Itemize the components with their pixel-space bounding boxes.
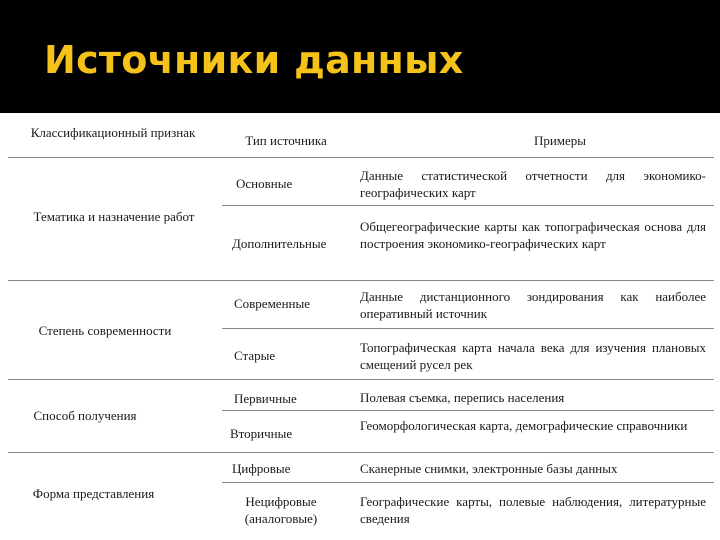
criterion-form: Форма представления <box>32 486 155 501</box>
type-old: Старые <box>234 348 276 363</box>
example-secondary: Геоморфологическая карта, демографические справочники <box>360 418 688 433</box>
criterion-modernity: Степень современности <box>38 323 172 338</box>
example-modern: Данные дистанционного зондирования как наиболее оперативный источник <box>360 289 706 321</box>
criterion-method: Способ получения <box>33 408 137 423</box>
slide-title: Источники данных <box>44 38 464 82</box>
header-source-type: Тип источника <box>245 133 327 148</box>
group-divider <box>8 280 714 281</box>
type-modern: Современные <box>234 296 310 311</box>
header-examples: Примеры <box>533 133 587 148</box>
example-main: Данные статистической отчетности для экономико-географических карт <box>360 168 706 200</box>
row-divider <box>222 205 714 206</box>
type-secondary: Вторичные <box>230 426 293 441</box>
header-criterion: Классификационный признак <box>30 125 196 140</box>
type-digital: Цифровые <box>232 461 291 476</box>
type-additional: Дополнительные <box>232 236 327 251</box>
type-non-digital: Нецифровые (аналоговые) <box>244 494 318 526</box>
header-divider <box>8 157 714 158</box>
group-divider <box>8 379 714 380</box>
example-old: Топографическая карта начала века для изучения плановых смещений русел рек <box>360 340 706 372</box>
example-additional: Общегеографические карты как топографическая основа для построения экономико-географических карт <box>360 219 706 251</box>
criterion-theme: Тематика и назначение работ <box>33 209 195 224</box>
example-digital: Сканерные снимки, электронные базы данных <box>360 461 618 476</box>
example-primary: Полевая съемка, перепись населения <box>360 390 565 405</box>
row-divider <box>222 410 714 411</box>
type-primary: Первичные <box>234 391 297 406</box>
row-divider <box>222 482 714 483</box>
type-main: Основные <box>236 176 293 191</box>
row-divider <box>222 328 714 329</box>
title-bar <box>0 0 720 113</box>
group-divider <box>8 452 714 453</box>
example-non-digital: Географические карты, полевые наблюдения, литературные сведения <box>360 494 706 526</box>
